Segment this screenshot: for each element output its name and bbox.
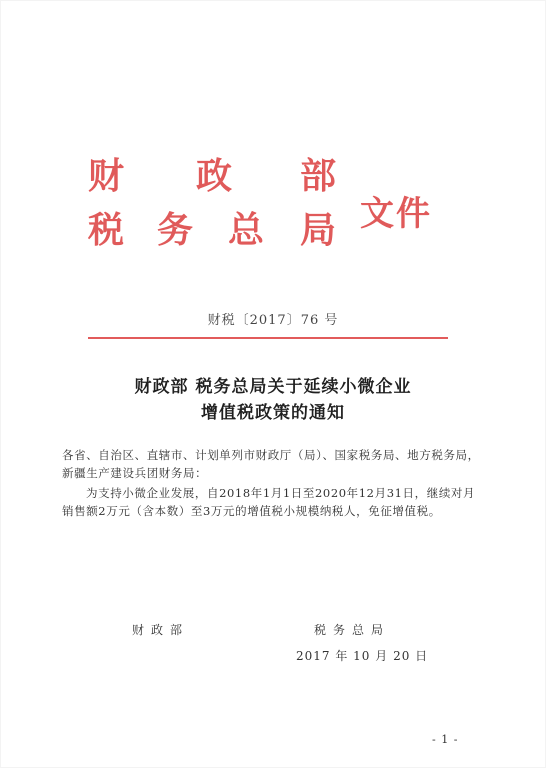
masthead-char: 局 xyxy=(300,209,337,251)
page-title-line-2: 增值税政策的通知 xyxy=(201,403,345,423)
recipients: 各省、自治区、直辖市、计划单列市财政厅（局）、国家税务局、地方税务局，新疆生产建设兵团财务局： xyxy=(62,448,480,480)
page-title-line-1: 财政部 税务总局关于延续小微企业 xyxy=(134,377,412,397)
document-type: 文件 xyxy=(360,194,432,234)
red-divider xyxy=(88,337,448,339)
issue-date: 2017 年 10 月 20 日 xyxy=(296,649,429,663)
signature-issuer-1: 财政部 xyxy=(132,623,190,637)
masthead-char: 务 xyxy=(157,209,194,251)
masthead-char: 税 xyxy=(88,209,125,251)
masthead-char: 财 xyxy=(88,155,125,197)
signature-issuer-2: 税务总局 xyxy=(314,623,391,637)
page-number: - 1 - xyxy=(432,733,459,746)
masthead-char: 政 xyxy=(196,155,233,197)
body-paragraph: 为支持小微企业发展，自2018年1月1日至2020年12月31日，继续对月销售额2万元（含本数）至3万元的增值税小规模纳税人，免征增值税。 xyxy=(62,486,476,518)
document-number: 财税〔2017〕76 号 xyxy=(207,313,339,328)
masthead-char: 部 xyxy=(300,155,337,197)
masthead-char: 总 xyxy=(228,209,265,251)
